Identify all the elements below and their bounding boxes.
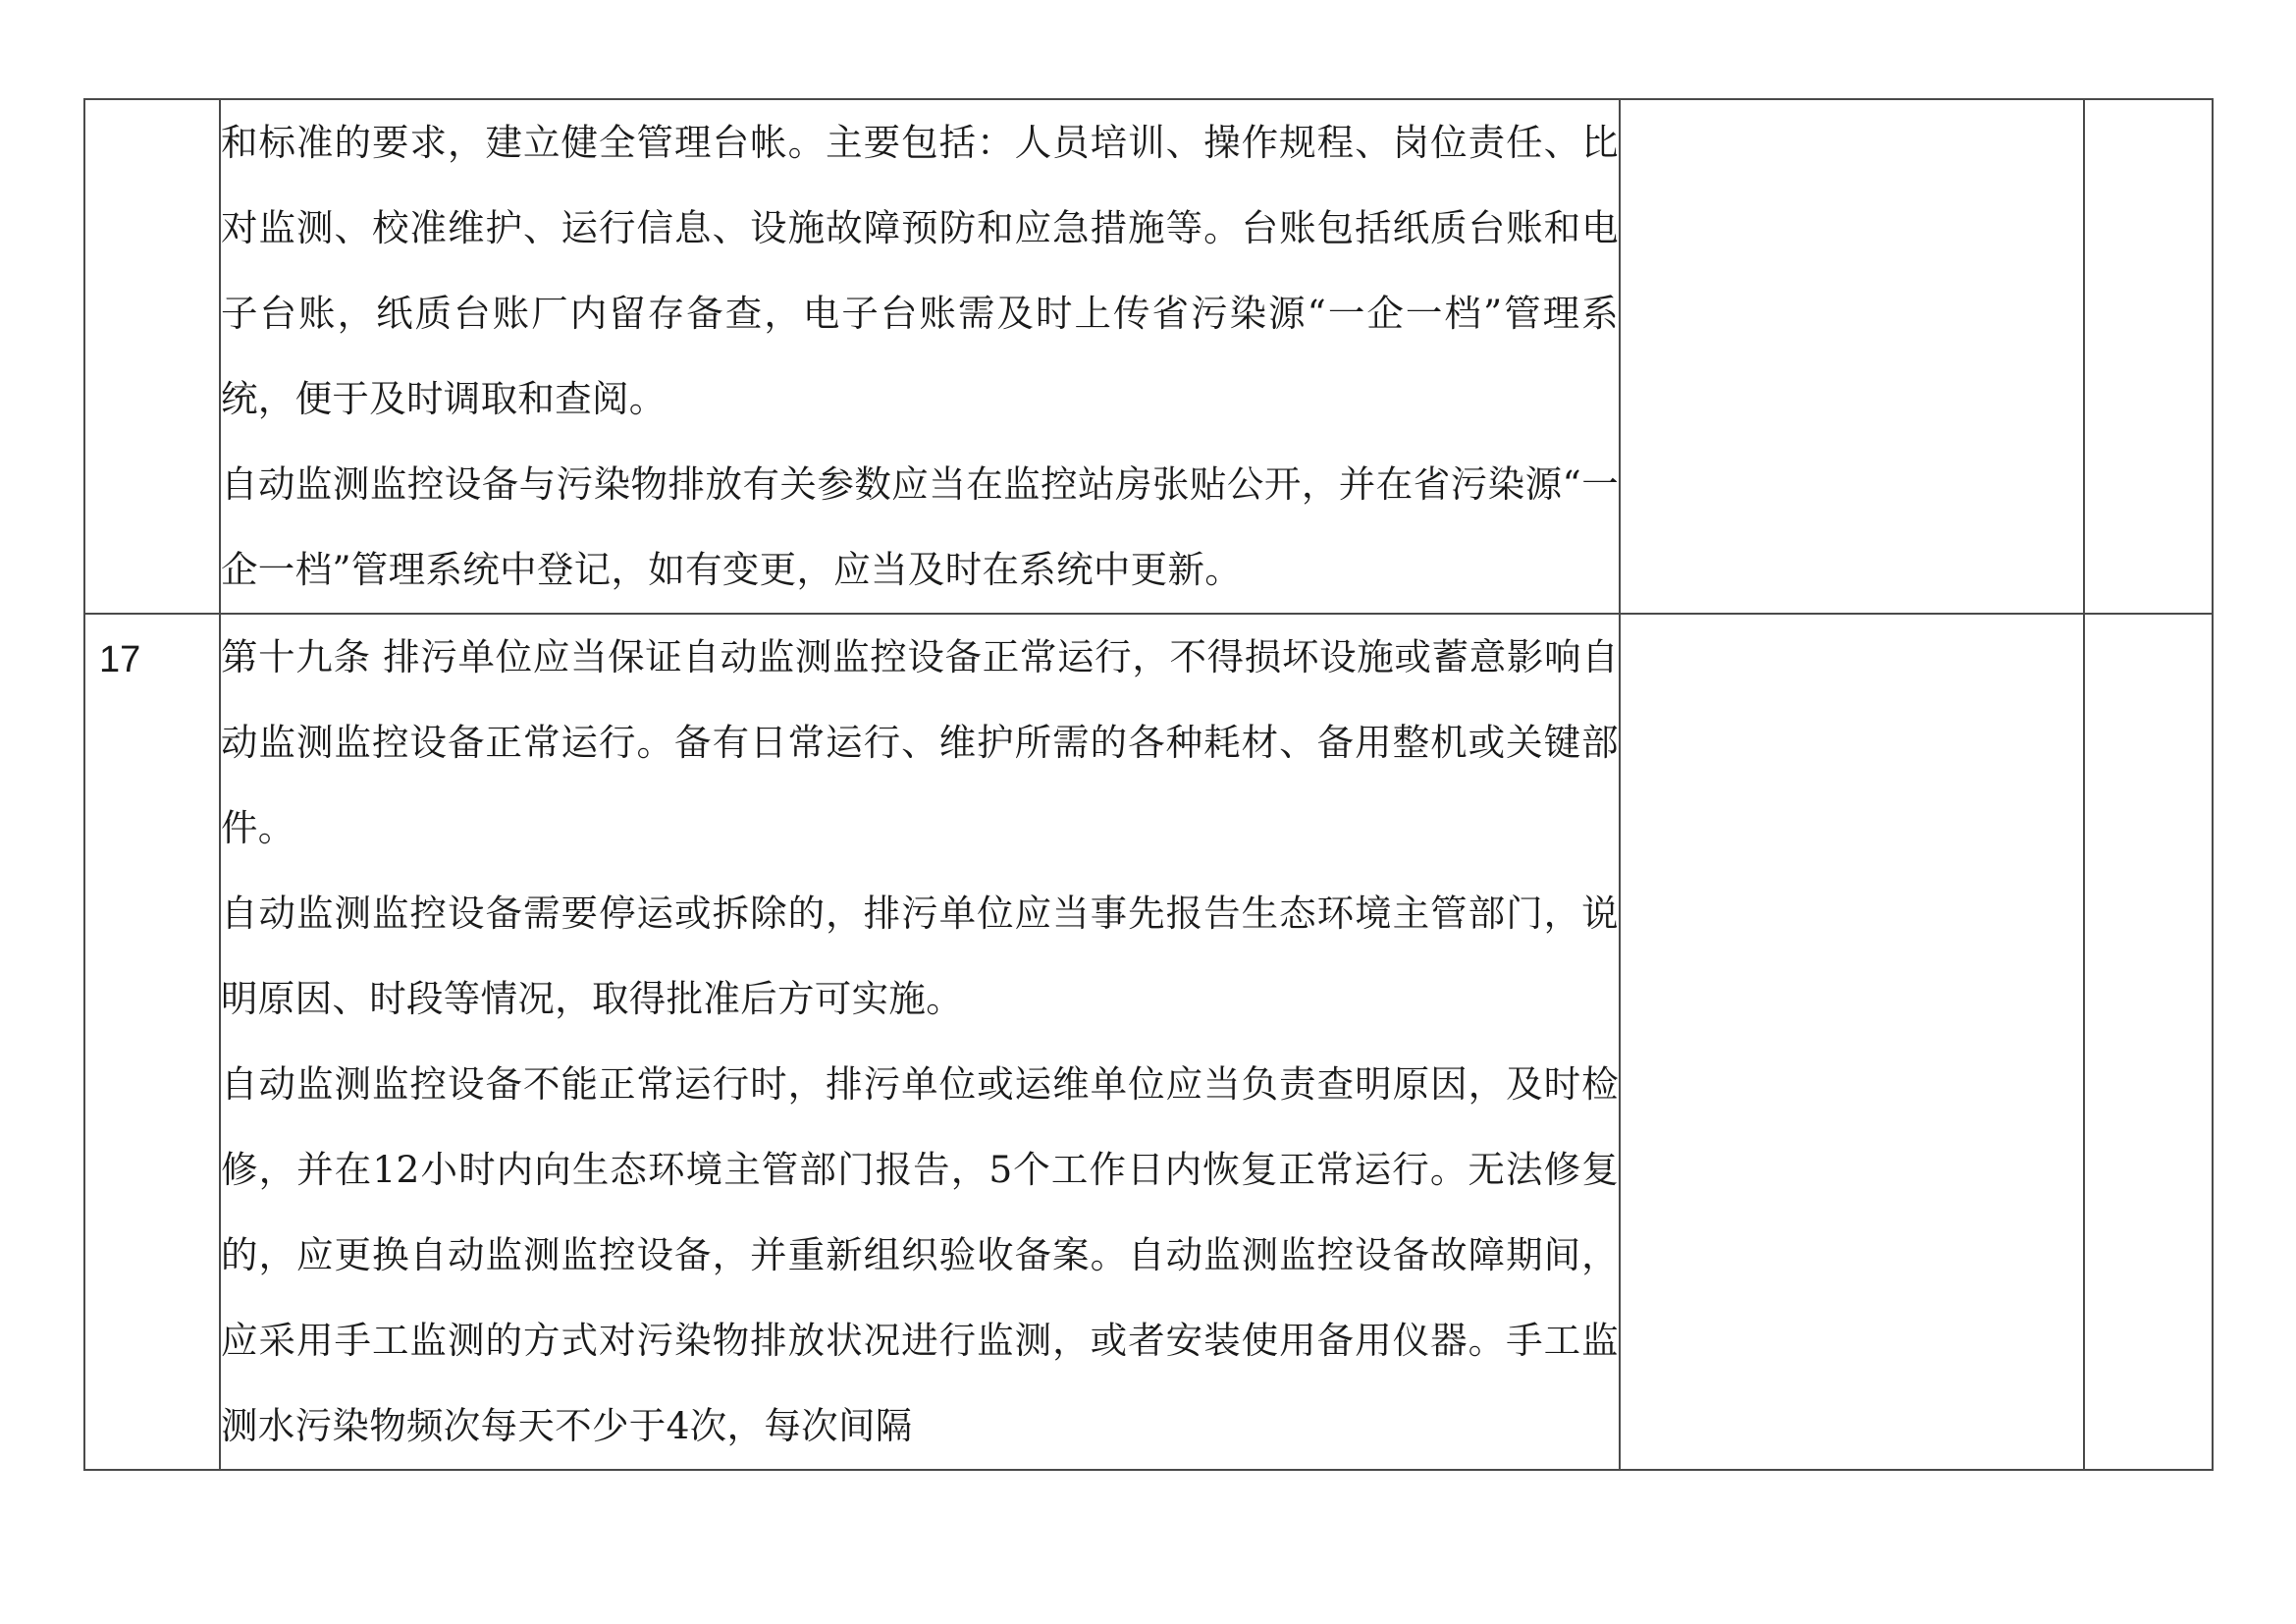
regulation-table (83, 98, 2214, 1471)
provision-paragraph: 和标准的要求，建立健全管理台帐。主要包括：人员培训、操作规程、岗位责任、比对监测、校准维护、运行信息、设施故障预防和应急措施等。台账包括纸质台账和电子台账，纸质台账厂内留存备查，电子台账需及时上传省污染源“一企一档”管理系统，便于及时调取和查阅。 (221, 121, 1619, 420)
empty-cell-col4 (2084, 99, 2213, 614)
table-row (84, 614, 2213, 1470)
empty-cell-col4 (2084, 614, 2213, 1470)
row-number (85, 100, 219, 124)
provision-paragraph: 第十九条 排污单位应当保证自动监测监控设备正常运行，不得损坏设施或蓄意影响自动监测监控设备正常运行。备有日常运行、维护所需的各种耗材、备用整机或关键部件。 (221, 635, 1619, 849)
row-number: 17 (99, 639, 141, 680)
provision-paragraph: 自动监测监控设备需要停运或拆除的，排污单位应当事先报告生态环境主管部门，说明原因、时段等情况，取得批准后方可实施。 (221, 892, 1619, 1020)
table-row (84, 99, 2213, 614)
provision-paragraph: 自动监测监控设备与污染物排放有关参数应当在监控站房张贴公开，并在省污染源“一企一档”管理系统中登记，如有变更，应当及时在系统中更新。 (221, 462, 1619, 591)
provision-text-cell (220, 99, 1620, 614)
provision-text-cell (220, 614, 1620, 1470)
empty-cell-col3 (1620, 99, 2084, 614)
empty-cell-col3 (1620, 614, 2084, 1470)
provision-paragraph: 自动监测监控设备不能正常运行时，排污单位或运维单位应当负责查明原因，及时检修，并在12小时内向生态环境主管部门报告，5个工作日内恢复正常运行。无法修复的，应更换自动监测监控设备，并重新组织验收备案。自动监测监控设备故障期间，应采用手工监测的方式对污染物排放状况进行监测，或者安装使用备用仪器。手工监测水污染物频次每天不少于4次，每次间隔 (221, 1062, 1619, 1447)
row-number-cell (84, 614, 220, 1470)
row-number-cell (84, 99, 220, 614)
